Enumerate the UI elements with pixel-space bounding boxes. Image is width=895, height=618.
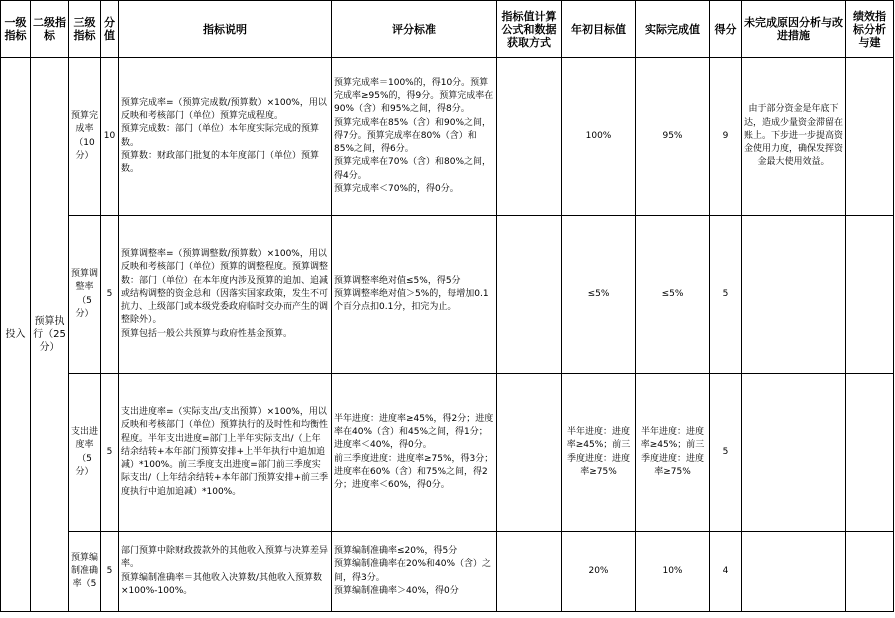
header-actual: 实际完成值 [636,1,710,58]
target-cell: 半年进度：进度率≥45%；前三季度进度：进度率≥75% [562,374,636,532]
score-cell: 4 [710,532,742,612]
criteria-cell: 半年进度：进度率≥45%，得2分；进度率在40%（含）和45%之间，得1分；进度率＜40%，得0分。 前三季度进度：进度率≥75%，得3分；进度率在60%（含）和75%之间，得2分；进度率＜60%，得0分。 [332,374,497,532]
reasons-cell [742,532,846,612]
actual-cell: 半年进度：进度率≥45%；前三季度进度：进度率≥75% [636,374,710,532]
score-cell: 5 [710,374,742,532]
header-target: 年初目标值 [562,1,636,58]
header-score: 得分 [710,1,742,58]
description-cell: 支出进度率=（实际支出/支出预算）×100%，用以反映和考核部门（单位）预算执行的及时性和均衡性程度。半年支出进度=部门上半年实际支出/（上年结余结转+本年部门预算安排+上半年执行中追加追减）*100%。前三季度支出进度=部门前三季度实际支出/（上年结余结转+本年部门预算安排+前三季度执行中追加追减）*100%。 [119,374,332,532]
header-description: 指标说明 [119,1,332,58]
level1-cell: 投入 [1,58,31,612]
criteria-cell: 预算完成率＝100%的，得10分。预算完成率≥95%的，得9分。预算完成率在90%（含）和95%之间，得8分。 预算完成率在85%（含）和90%之间，得7分。预算完成率在80%（含）和85%之间，得6分。 预算完成率在70%（含）和80%之间，得4分。 预算完成率＜70%的，得0分。 [332,58,497,216]
header-score-value: 分值 [101,1,119,58]
score-cell: 5 [710,216,742,374]
criteria-cell: 预算编制准确率≤20%，得5分 预算编制准确率在20%和40%（含）之间，得3分。 预算编制准确率＞40%，得0分 [332,532,497,612]
level3-cell: 支出进度率（5分） [69,374,101,532]
target-cell: 100% [562,58,636,216]
description-cell: 部门预算中除财政拨款外的其他收入预算与决算差异率。 预算编制准确率＝其他收入决算数/其他收入预算数×100%-100%。 [119,532,332,612]
header-criteria: 评分标准 [332,1,497,58]
formula-cell [497,216,562,374]
analysis-cell [846,374,894,532]
header-level3: 三级指标 [69,1,101,58]
header-analysis: 绩效指标分析与建 [846,1,894,58]
level3-cell: 预算调整率（5分） [69,216,101,374]
header-formula: 指标值计算公式和数据获取方式 [497,1,562,58]
table-row [1,58,894,216]
formula-cell [497,374,562,532]
header-level1: 一级指标 [1,1,31,58]
analysis-cell [846,532,894,612]
actual-cell: 95% [636,58,710,216]
score-value-cell: 10 [101,58,119,216]
score-value-cell: 5 [101,532,119,612]
description-cell: 预算完成率=（预算完成数/预算数）×100%，用以反映和考核部门（单位）预算完成程度。 预算完成数：部门（单位）本年度实际完成的预算数。 预算数：财政部门批复的本年度部门（单位）预算数。 [119,58,332,216]
header-reasons: 未完成原因分析与改进措施 [742,1,846,58]
target-cell: 20% [562,532,636,612]
actual-cell: 10% [636,532,710,612]
actual-cell: ≤5% [636,216,710,374]
description-cell: 预算调整率=（预算调整数/预算数）×100%，用以反映和考核部门（单位）预算的调整程度。预算调整数：部门（单位）在本年度内涉及预算的追加、追减或结构调整的资金总和（因落实国家政策，发生不可抗力、上级部门或本级党委政府临时交办而产生的调整除外）。 预算包括一般公共预算与政府性基金预算。 [119,216,332,374]
formula-cell [497,58,562,216]
reasons-cell [742,374,846,532]
table-row [1,374,894,532]
table-row [1,216,894,374]
level3-cell: 预算编制准确率（5 [69,532,101,612]
analysis-cell [846,216,894,374]
criteria-cell: 预算调整率绝对值≤5%，得5分 预算调整率绝对值＞5%的，每增加0.1个百分点扣0.1分，扣完为止。 [332,216,497,374]
score-value-cell: 5 [101,216,119,374]
level3-cell: 预算完成率（10分） [69,58,101,216]
header-row [1,1,894,58]
score-value-cell: 5 [101,374,119,532]
reasons-cell: 由于部分资金是年底下达，造成少量资金滞留在账上。下步进一步提高资金使用力度，确保发挥资金最大使用效益。 [742,58,846,216]
level2-cell: 预算执行（25分） [31,58,69,612]
formula-cell [497,532,562,612]
target-cell: ≤5% [562,216,636,374]
analysis-cell [846,58,894,216]
table-row [1,532,894,612]
reasons-cell [742,216,846,374]
score-cell: 9 [710,58,742,216]
header-level2: 二级指标 [31,1,69,58]
